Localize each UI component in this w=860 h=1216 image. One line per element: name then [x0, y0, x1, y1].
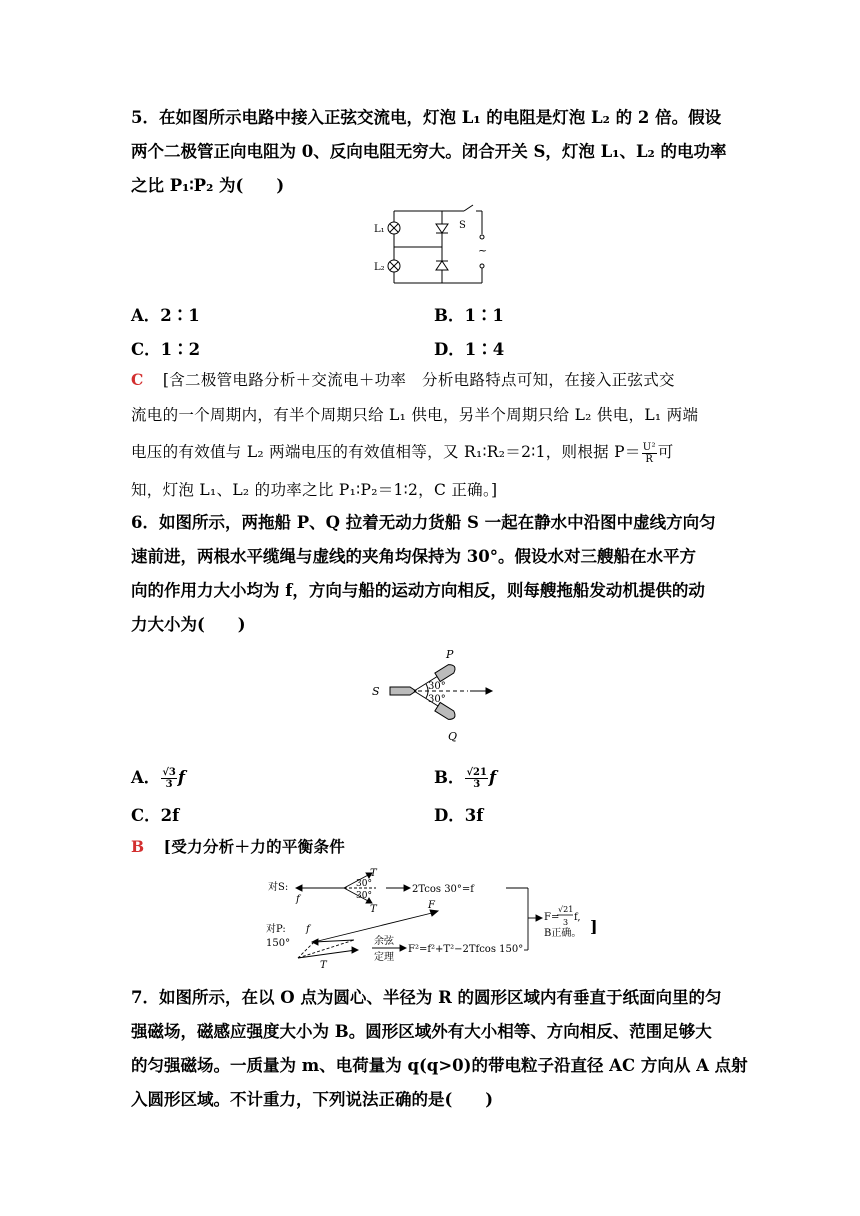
ship-s-label: S	[372, 685, 380, 698]
q6-option-a-prefix: A．	[131, 768, 161, 787]
q6-stem-line-1: 6．如图所示，两拖船 P、Q 拉着无动力货船 S 一起在静水中沿图中虚线方向匀	[131, 513, 716, 532]
q5-option-b[interactable]: B．1∶1	[434, 306, 504, 325]
q6-stem-line-4: 力大小为( )	[131, 615, 246, 634]
sol-cos-rule-1: 余弦	[374, 936, 394, 947]
q6-option-d[interactable]: D．3f	[434, 806, 484, 825]
q7-stem-line-4: 入圆形区域。不计重力，下列说法正确的是( )	[131, 1090, 494, 1109]
q6-option-b-numerator: √21	[466, 767, 487, 778]
q7-stem-line-2: 强磁场，磁感应强度大小为 B。圆形区域外有大小相等、方向相反、范围足够大	[131, 1022, 712, 1041]
angle-top-label: 30°	[428, 681, 446, 692]
q7-stem-line-3: 的匀强磁场。一质量为 m、电荷量为 q(q>0)的带电粒子沿直径 AC 方向从 A 点射	[131, 1056, 748, 1075]
sol-a2: 30°	[356, 891, 372, 901]
q5-answer-line-1	[131, 369, 675, 391]
q6-option-b[interactable]	[434, 764, 496, 790]
q5-stem-line-2: 两个二极管正向电阻为 0、反向电阻无穷大。闭合开关 S，灯泡 L₁、L₂ 的电功率	[131, 142, 727, 161]
q6-option-a-fraction	[161, 767, 177, 790]
q6-option-b-denominator: 3	[473, 779, 481, 790]
q6-answer-letter: B	[131, 837, 145, 856]
q6-option-b-prefix: B．	[434, 768, 465, 787]
sol-bracket: ]	[590, 917, 598, 936]
power-formula-denominator: R	[645, 453, 654, 465]
angle-bottom-label: 30°	[428, 694, 446, 705]
sol-f1: f	[296, 894, 300, 905]
ship-q-label: Q	[448, 730, 458, 743]
q6-stem-line-2: 速前进，两根水平缆绳与虚线的夹角均保持为 30°。假设水对三艘船在水平方	[131, 547, 696, 566]
ac-source-symbol: ~	[478, 244, 488, 257]
q5-answer-text-1: [含二极管电路分析＋交流电＋功率 分析电路特点可知，在接入正弦式交	[162, 371, 675, 389]
sol-eq2: F²=f²+T²−2Tfcos 150°	[408, 944, 524, 955]
sol-t1: T	[370, 868, 377, 879]
q6-option-c[interactable]: C．2f	[131, 806, 180, 825]
sol-cos-rule-2: 定理	[374, 952, 394, 963]
q6-option-b-suffix: f	[488, 768, 497, 787]
q6-ships-diagram	[368, 644, 498, 744]
sol-dui-s: 对S:	[268, 882, 289, 893]
sol-t3: T	[320, 960, 327, 971]
lamp-l1-label: L₁	[374, 224, 385, 235]
q5-answer-line-4: 知，灯泡 L₁、L₂ 的功率之比 P₁∶P₂＝1∶2，C 正确。]	[131, 481, 498, 499]
q6-option-a[interactable]	[131, 764, 185, 790]
q6-answer-line	[131, 836, 345, 858]
sol-big-f: F	[428, 900, 435, 911]
q5-answer-text-3a: 电压的有效值与 L₂ 两端电压的有效值相等，又 R₁∶R₂＝2∶1，则根据 P＝	[131, 443, 641, 461]
sol-res-prefix: F=	[544, 912, 560, 923]
sol-res-line-2: B正确。	[544, 928, 582, 939]
sol-res-suffix: f,	[574, 912, 581, 923]
q5-answer-text-3b: 可	[657, 443, 674, 461]
q6-option-b-fraction	[465, 767, 488, 790]
q6-option-a-numerator: √3	[162, 767, 176, 778]
power-formula-fraction	[642, 442, 657, 465]
sol-t2: T	[370, 904, 377, 915]
q5-option-c[interactable]: C．1∶2	[131, 340, 201, 359]
sol-res-num: √21	[558, 905, 574, 914]
sol-res-den: 3	[563, 918, 569, 927]
q5-option-a[interactable]: A．2∶1	[131, 306, 200, 325]
sol-f2: f	[306, 924, 310, 935]
switch-label: S	[459, 220, 466, 231]
sol-a3: 150°	[266, 938, 291, 949]
q5-answer-line-2: 流电的一个周期内，有半个周期只给 L₁ 供电，另半个周期只给 L₂ 供电，L₁ 两端	[131, 406, 699, 424]
lamp-l2-label: L₂	[374, 262, 385, 273]
sol-eq1: 2Tcos 30°=f	[412, 884, 474, 895]
q6-stem-line-3: 向的作用力大小均为 f，方向与船的运动方向相反，则每艘拖船发动机提供的动	[131, 581, 705, 600]
q5-stem-line-1: 5．在如图所示电路中接入正弦交流电，灯泡 L₁ 的电阻是灯泡 L₂ 的 2 倍。假设	[131, 108, 722, 127]
q6-solution-diagram	[258, 862, 608, 974]
q6-option-a-denominator: 3	[165, 779, 173, 790]
sol-a1: 30°	[356, 879, 372, 889]
q5-answer-letter: C	[131, 370, 144, 389]
q5-circuit-diagram	[370, 204, 500, 286]
sol-dui-p: 对P:	[266, 924, 286, 935]
q5-stem-line-3: 之比 P₁∶P₂ 为( )	[131, 176, 285, 195]
ship-p-label: P	[446, 648, 454, 661]
q5-option-d[interactable]: D．1∶4	[434, 340, 505, 359]
q5-answer-line-3	[131, 441, 674, 465]
q7-stem-line-1: 7．如图所示，在以 O 点为圆心、半径为 R 的圆形区域内有垂直于纸面向里的匀	[131, 988, 722, 1007]
power-formula-numerator: U²	[642, 441, 656, 453]
q6-option-a-suffix: f	[177, 768, 185, 787]
q6-answer-text: [受力分析＋力的平衡条件	[163, 837, 346, 856]
